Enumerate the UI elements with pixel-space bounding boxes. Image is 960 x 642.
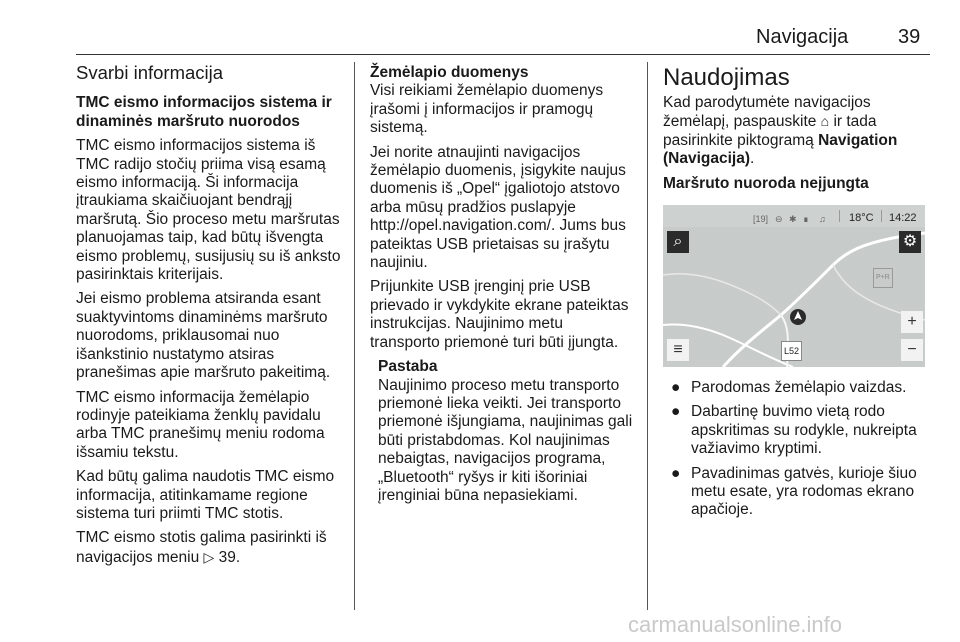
status-icon: [19]	[753, 214, 769, 225]
column-3	[663, 64, 933, 526]
column-1	[76, 64, 344, 573]
navigation-label: Navigation (Navigacija)	[663, 131, 898, 168]
page-number: 39	[898, 26, 921, 48]
column-divider-1	[354, 62, 355, 610]
page-ref-link[interactable]: 39.	[218, 548, 241, 566]
header-divider	[76, 54, 930, 55]
note-text: Naujinimo proceso metu transporto priemonė lieka veikti. Jei transporto priemonė išjungiama, naujinimas gali būti pristabdomas. Kol naujinimas nebaigtas, navigacijos programa, „Bluetooth“ ryšys ir kiti išoriniai įrenginiai būna nepasiekiami.	[378, 376, 633, 504]
section-heading: Svarbi informacija	[76, 62, 224, 83]
paragraph: Kad būtų galima naudotis TMC eismo informacija, atitinkamame regione sistema turi priimti TMC stotis.	[76, 468, 335, 522]
paragraph: Visi reikiami žemėlapio duomenys įrašomi į informacijos ir pramogų sistemą.	[370, 82, 604, 137]
current-position-icon	[789, 308, 807, 326]
watermark: carmanualsonline.info	[628, 612, 843, 637]
status-separator	[881, 210, 882, 222]
paragraph: TMC eismo informacija žemėlapio rodinyje pateikiama ženklų pavidalu arba TMC pranešimų meniu rodoma išsamiu tekstu.	[76, 388, 325, 461]
status-separator	[839, 210, 840, 222]
music-icon: ♫	[819, 214, 826, 225]
note-title: Pastaba	[378, 358, 438, 376]
section-heading: Naudojimas	[663, 64, 790, 91]
intro-text: ir tada pasirinkite piktogramą	[663, 113, 877, 149]
zoom-out-button[interactable]: −	[901, 339, 923, 361]
bluetooth-icon: ✱	[789, 214, 797, 225]
road-label: L52	[781, 341, 802, 361]
map-screenshot	[663, 205, 925, 367]
list-item: ● Parodomas žemėlapio vaizdas.	[671, 379, 907, 397]
zoom-in-button[interactable]: +	[901, 311, 923, 333]
header-title: Navigacija	[756, 26, 849, 48]
paragraph	[76, 529, 344, 567]
home-icon: ⌂	[820, 113, 830, 130]
status-bar	[663, 205, 925, 227]
column-divider-2	[647, 62, 648, 610]
subheading-map-data: Žemėlapio duomenys	[370, 64, 529, 81]
page-ref-arrow-icon: ▷	[203, 548, 215, 565]
list-item: ● Dabartinę buvimo vietą rodo apskritimas su rodykle, nukreipta važiavimo kryptimi.	[671, 403, 917, 458]
paragraph: Prijunkite USB įrenginį prie USB prievado ir vykdykite ekrane pateiktas instrukcijas. Naujinimo metu transporto priemonė turi būti įjungta.	[370, 278, 629, 351]
search-icon[interactable]: ⌕	[667, 231, 689, 253]
intro-text: Kad parodytumėte navigacijos žemėlapį, paspauskite	[663, 94, 871, 131]
signal-icon: ∎	[803, 214, 809, 225]
temperature: 18°C	[849, 212, 874, 225]
status-icon: ⊖	[775, 214, 783, 225]
list-item-text: Dabartinę buvimo vietą rodo apskritimas su rodykle, nukreipta važiavimo kryptimi.	[691, 403, 917, 458]
intro-text: .	[750, 150, 755, 168]
poi-label: P+R	[873, 268, 893, 288]
paragraph: TMC eismo informacijos sistema iš TMC radijo stočių priima visą esamą eismo informaciją. Ši informacija įtraukiama skaičiuojant bendrąjį maršrutą. Šio proceso metu maršrutas planuojamas taip, kad būtų išvengta eismo problemų, susijusių su iš anksto pasirinktais kriterijais.	[76, 137, 341, 284]
subheading-tmc: TMC eismo informacijos sistema ir dinaminės maršruto nuorodos	[76, 94, 332, 130]
gear-icon[interactable]: ⚙	[899, 231, 921, 253]
column-2	[370, 64, 636, 511]
paragraph: Jei eismo problema atsiranda esant suaktyvintoms dinaminėms maršruto nuorodoms, priklausomai nuo išankstinio nustatymo atsiras pranešimas apie maršruto pakeitimą.	[76, 290, 331, 382]
paragraph: Jei norite atnaujinti navigacijos žemėlapio duomenis, įsigykite naujus duomenis iš „Opel“ įgaliotojo atstovo arba mūsų pradžios puslapyje http://opel.navigation.com/. Jums bus pateiktas USB prietaisas su įrašytu naujiniu.	[370, 143, 626, 272]
menu-icon[interactable]: ≡	[667, 339, 689, 361]
subheading-route-off: Maršruto nuoroda neįjungta	[663, 174, 869, 192]
page-header	[0, 0, 960, 56]
intro-paragraph	[663, 94, 933, 169]
note-box	[370, 358, 636, 505]
bullet-list	[663, 379, 933, 520]
clock: 14:22	[889, 212, 917, 225]
paragraph-text: TMC eismo stotis galima pasirinkti iš navigacijos meniu	[76, 529, 327, 566]
list-item-text: Parodomas žemėlapio vaizdas.	[691, 379, 907, 397]
list-item: ● Pavadinimas gatvės, kurioje šiuo metu esate, yra rodomas ekrano apačioje.	[671, 464, 917, 519]
list-item-text: Pavadinimas gatvės, kurioje šiuo metu esate, yra rodomas ekrano apačioje.	[691, 464, 917, 519]
